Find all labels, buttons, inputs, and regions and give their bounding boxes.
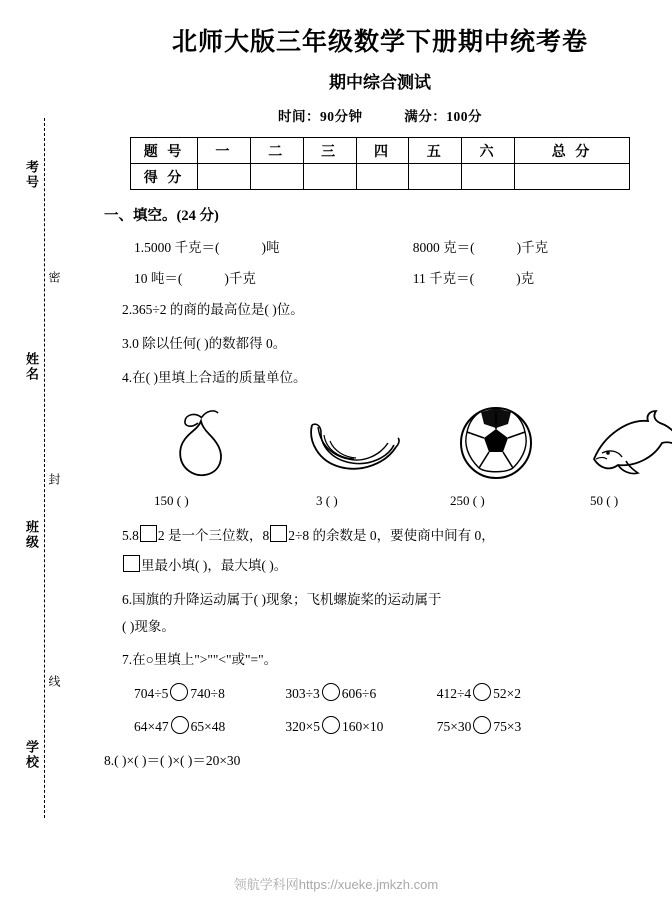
field-label-xingming: 姓名 [24, 352, 39, 382]
score-table-header-cell: 二 [250, 138, 303, 164]
q1c-end: )千克 [224, 271, 256, 286]
score-table-header-cell: 三 [303, 138, 356, 164]
q1d-text: 11 千克＝( [412, 271, 475, 286]
question-7-heading: 7.在○里填上">""<"或"="。 [122, 652, 278, 668]
compare-right: 52×2 [493, 686, 522, 702]
score-table-header-cell: 五 [409, 138, 462, 164]
seal-mark-mi: 密 [46, 268, 63, 288]
question-5-line-2 [122, 555, 672, 577]
question-4: 4.在( )里填上合适的质量单位。 [122, 369, 307, 385]
score-cell[interactable] [356, 164, 409, 190]
compare-right: 606÷6 [341, 686, 377, 702]
q5-prefix: 5.8 [122, 527, 139, 543]
question-5-line-1 [122, 525, 672, 547]
picture-labels-row [88, 493, 672, 513]
question-1-line-2 [134, 267, 672, 287]
question-3: 3.0 除以任何( )的数都得 0。 [122, 335, 287, 351]
question-7-row-2 [134, 716, 672, 735]
compare-circle[interactable] [322, 716, 340, 734]
q1a-text: 1.5000 千克＝( [134, 240, 220, 255]
question-6-line-1: 6.国旗的升降运动属于( )现象；飞机螺旋桨的运动属于 [122, 591, 442, 607]
compare-circle[interactable] [473, 716, 491, 734]
q1c-text: 10 吨＝( [134, 271, 183, 286]
score-label: 满分：100分 [404, 109, 482, 124]
compare-circle[interactable] [170, 683, 188, 701]
left-margin-column [0, 0, 88, 903]
unit-picture-row [88, 399, 672, 491]
compare-left: 320×5 [285, 719, 320, 735]
q1b-end: )千克 [516, 240, 549, 255]
question-1-line-1 [134, 236, 672, 256]
score-cell[interactable] [462, 164, 515, 190]
seal-mark-xian: 线 [46, 672, 63, 692]
pear-icon [158, 401, 242, 485]
field-label-kaohao: 考号 [24, 160, 39, 190]
bananas-icon [300, 413, 410, 483]
picture-label-soccer: 250 ( ) [450, 492, 485, 508]
compare-right: 160×10 [342, 719, 384, 735]
score-table-header-cell: 一 [198, 138, 251, 164]
score-table-row-label: 得 分 [131, 164, 198, 190]
watermark: 领航学科网https://xueke.jmkzh.com [233, 877, 439, 892]
compare-left: 303÷3 [285, 686, 320, 702]
digit-box[interactable] [123, 555, 140, 572]
q1b-text: 8000 克＝( [412, 240, 475, 255]
q5-mid: 2 是一个三位数，8 [157, 527, 270, 543]
compare-left: 704÷5 [134, 686, 169, 702]
page-title: 北师大版三年级数学下册期中统考卷 [171, 29, 588, 56]
exam-body [88, 0, 672, 903]
score-table-row-label: 题 号 [131, 138, 198, 164]
score-cell[interactable] [409, 164, 462, 190]
score-cell[interactable] [250, 164, 303, 190]
digit-box[interactable] [270, 525, 287, 542]
compare-circle[interactable] [322, 683, 340, 701]
score-table-header-cell: 六 [462, 138, 515, 164]
table-row [131, 164, 630, 190]
soccer-ball-icon [456, 403, 536, 483]
field-label-banji: 班级 [24, 520, 39, 550]
picture-label-bananas: 3 ( ) [316, 492, 338, 508]
compare-right: 740÷8 [190, 686, 225, 702]
question-2: 2.365÷2 的商的最高位是( )位。 [122, 302, 304, 317]
score-cell[interactable] [303, 164, 356, 190]
table-row [131, 138, 630, 164]
score-cell[interactable] [515, 164, 630, 190]
compare-left: 75×30 [436, 719, 472, 735]
seal-mark-feng: 封 [46, 470, 63, 490]
compare-circle[interactable] [473, 683, 491, 701]
score-table-header-cell: 四 [356, 138, 409, 164]
seal-dashed-line [44, 118, 45, 818]
compare-right: 65×48 [190, 719, 226, 735]
dolphin-icon [588, 409, 672, 481]
time-label: 时间：90分钟 [278, 109, 363, 124]
compare-circle[interactable] [171, 716, 189, 734]
compare-right: 75×3 [493, 719, 522, 735]
section-heading-fill-in-blank: 一、填空。(24 分) [104, 208, 219, 224]
field-label-xuexiao: 学校 [24, 740, 39, 770]
score-table-header-cell: 总 分 [515, 138, 630, 164]
q1d-end: )克 [516, 271, 535, 286]
score-table [130, 137, 630, 190]
q5-suffix: 2÷8 的余数是 0，要使商中间有 0， [288, 527, 495, 543]
compare-left: 64×47 [134, 719, 169, 735]
q1a-end: )吨 [261, 240, 280, 255]
question-6-line-2: ( )现象。 [122, 618, 175, 634]
picture-label-pear: 150 ( ) [154, 492, 189, 508]
question-7-row-1 [134, 683, 672, 702]
exam-meta [88, 93, 672, 125]
digit-box[interactable] [140, 525, 157, 542]
q5-line2-text: 里最小填( )，最大填( )。 [141, 557, 288, 573]
picture-label-dolphin: 50 ( ) [590, 492, 619, 508]
compare-left: 412÷4 [436, 686, 472, 702]
page-subtitle: 期中综合测试 [329, 73, 431, 92]
question-8: 8.( )×( )＝( )×( )＝20×30 [104, 753, 241, 769]
score-cell[interactable] [198, 164, 251, 190]
